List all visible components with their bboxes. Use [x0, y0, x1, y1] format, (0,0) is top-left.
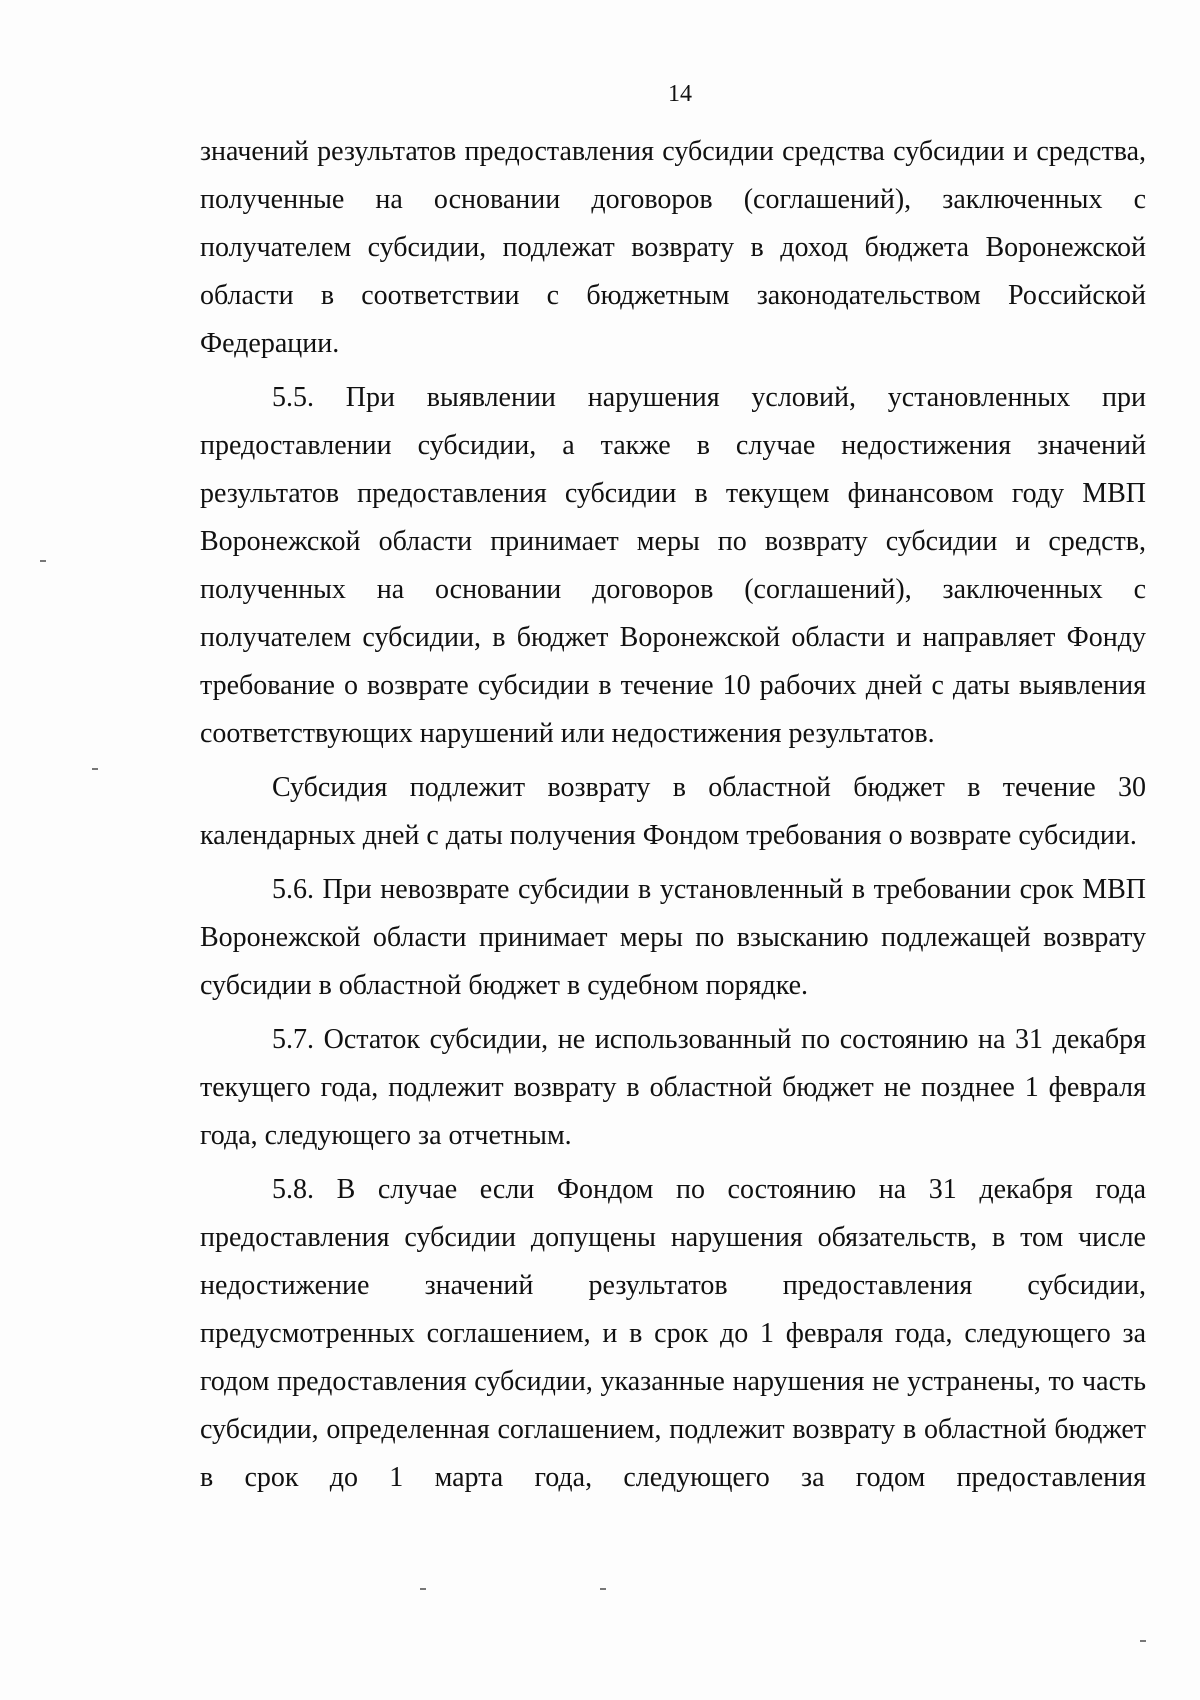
page-number: 14	[668, 81, 692, 107]
paragraph-5-8: 5.8. В случае если Фондом по состоянию на 31 декабря года предоставления субсидии допущены нарушения обязательств, в том числе недостижение значений результатов предоставления субсидии, предусмотренных соглашением, и в срок до 1 февраля года, следующего за годом предоставления субсидии, указанные нарушения не устранены, то часть субсидии, определенная соглашением, подлежит возврату в областной бюджет в срок до 1 марта года, следующего за годом предоставления	[200, 1174, 1146, 1493]
paragraph-5-5: 5.5. При выявлении нарушения условий, установленных при предоставлении субсидии, а также в случае недостижения значений результатов предоставления субсидии в текущем финансовом году МВП Воронежской области принимает меры по возврату субсидии и средств, полученных на основании договоров (соглашений), заключенных с получателем субсидии, в бюджет Воронежской области и направляет Фонду требование о возврате субсидии в течение 10 рабочих дней с даты выявления соответствующих нарушений или недостижения результатов.	[200, 382, 1146, 749]
scan-speck	[40, 560, 46, 562]
paragraph-subsidy-return: Субсидия подлежит возврату в областной бюджет в течение 30 календарных дней с даты получения Фондом требования о возврате субсидии.	[200, 772, 1146, 851]
paragraph-5-6: 5.6. При невозврате субсидии в установленный в требовании срок МВП Воронежской области принимает меры по взысканию подлежащей возврату субсидии в областной бюджет в судебном порядке.	[200, 874, 1146, 1001]
scan-speck	[1140, 1640, 1146, 1642]
paragraph-5-7: 5.7. Остаток субсидии, не использованный по состоянию на 31 декабря текущего года, подлежит возврату в областной бюджет не позднее 1 февраля года, следующего за отчетным.	[200, 1024, 1146, 1151]
paragraph-continuation: значений результатов предоставления субсидии средства субсидии и средства, полученные на основании договоров (соглашений), заключенных с получателем субсидии, подлежат возврату в доход бюджета Воронежской области в соответствии с бюджетным законодательством Российской Федерации.	[200, 136, 1146, 359]
scan-speck	[420, 1588, 426, 1590]
scan-speck	[92, 768, 98, 770]
scan-speck	[600, 1588, 606, 1590]
document-body	[200, 128, 1146, 1508]
